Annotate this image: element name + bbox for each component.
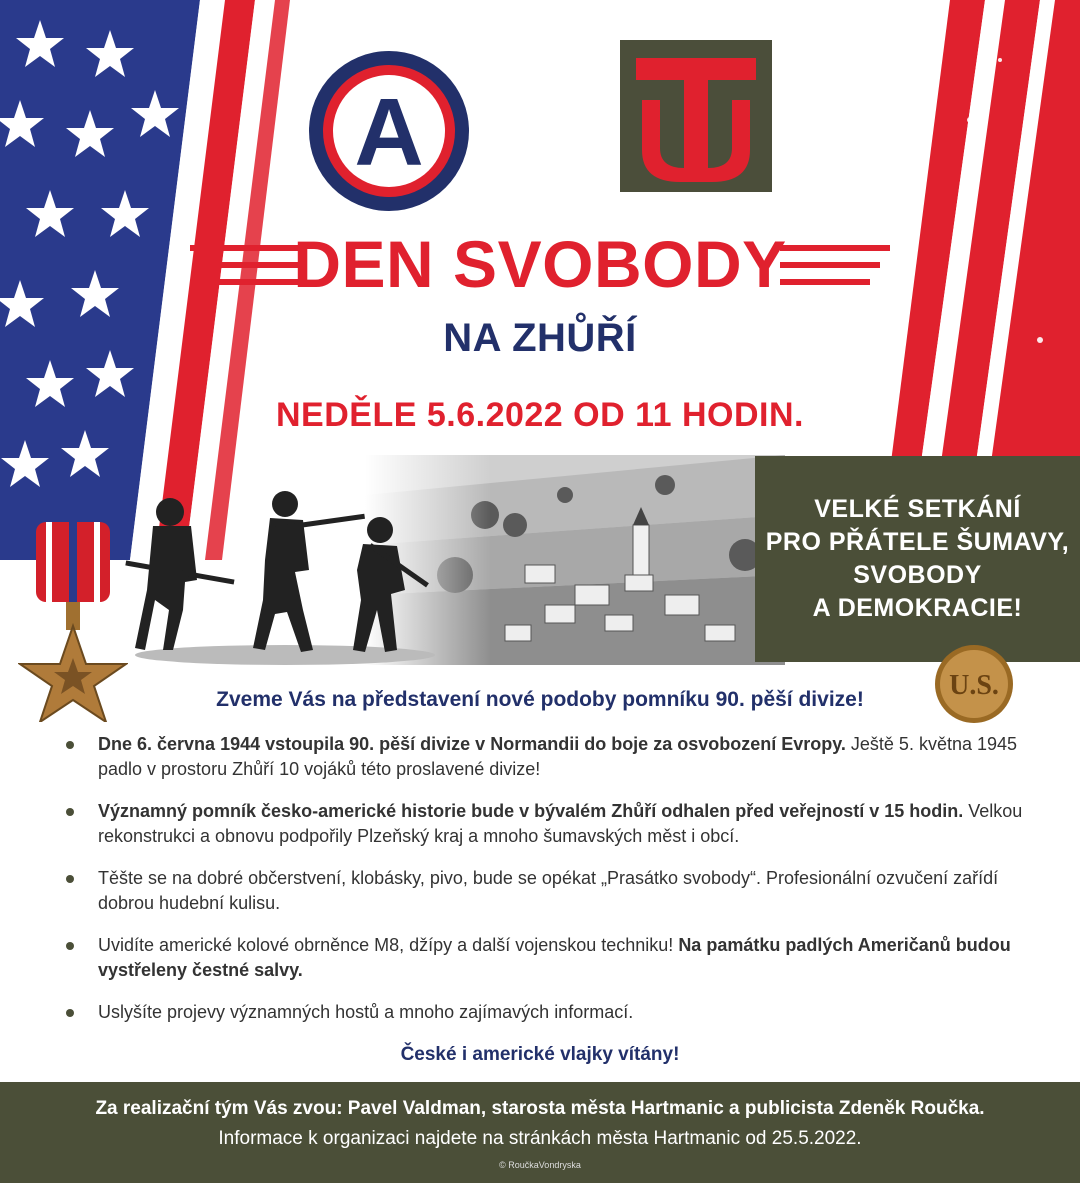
page-title: DEN SVOBODY xyxy=(293,227,787,301)
list-item-bold: Významný pomník česko-americké historie bude v bývalém Zhůří odhalen před veřejností v 15 hodin. xyxy=(98,801,964,821)
list-item-text: Těšte se na dobré občerstvení, klobásky, pivo, bude se opékat „Prasátko svobody“. Profesionální ozvučení zařídí dobrou hudební kulisu. xyxy=(98,868,999,913)
list-item xyxy=(66,1000,1026,1025)
footer xyxy=(0,1082,1080,1183)
info-list xyxy=(66,732,1026,1042)
ninetieth-division-patch-icon xyxy=(620,40,772,192)
list-item-text: Velkou rekonstrukci a obnovu podpořily Plzeňský kraj a mnoho šumavských měst i obcí. xyxy=(98,801,1023,846)
invitation-heading: Zveme Vás na představení nové podoby pomníku 90. pěší divize! xyxy=(216,688,864,711)
footer-organizers: Za realizační tým Vás zvou: Pavel Valdman, starosta města Hartmanic a publicista Zdeněk Roučka. xyxy=(95,1098,985,1119)
third-army-patch-icon xyxy=(308,50,470,212)
us-collar-badge-icon xyxy=(934,644,1014,724)
badge-text: U.S. xyxy=(949,670,999,701)
footer-copyright: © RoučkaVondryska xyxy=(499,1160,581,1170)
list-item xyxy=(66,866,1026,916)
list-item-text: Uslyšíte projevy významných hostů a mnoho zajímavých informací. xyxy=(98,1002,634,1022)
list-item-text: Ještě 5. května 1945 padlo v prostoru Zhůří 10 vojáků této proslavené divize! xyxy=(98,734,1018,779)
event-date: NEDĚLE 5.6.2022 OD 11 HODIN. xyxy=(276,396,804,434)
patch-letter: A xyxy=(354,79,424,186)
list-item-text: Uvidíte americké kolové obrněnce M8, džípy a další vojenskou techniku! xyxy=(98,935,679,955)
list-item-bold: Dne 6. června 1944 vstoupila 90. pěší divize v Normandii do boje za osvobození Evropy. xyxy=(98,734,846,754)
flags-welcome-text: České i americké vlajky vítány! xyxy=(400,1044,680,1065)
list-item-bold: Na památku padlých Američanů budou vystřeleny čestné salvy. xyxy=(98,935,1011,980)
list-item xyxy=(66,933,1026,983)
info-box xyxy=(755,456,1080,662)
list-item xyxy=(66,799,1026,849)
page-subtitle: NA ZHŮŘÍ xyxy=(443,316,637,360)
info-box-text: VELKÉ SETKÁNÍ PRO PŘÁTELE ŠUMAVY, SVOBODY A DEMOKRACIE! xyxy=(765,495,1070,622)
list-item xyxy=(66,732,1026,782)
soldiers-illustration xyxy=(125,490,435,665)
footer-info: Informace k organizaci najdete na stránkách města Hartmanic od 25.5.2022. xyxy=(218,1128,862,1149)
